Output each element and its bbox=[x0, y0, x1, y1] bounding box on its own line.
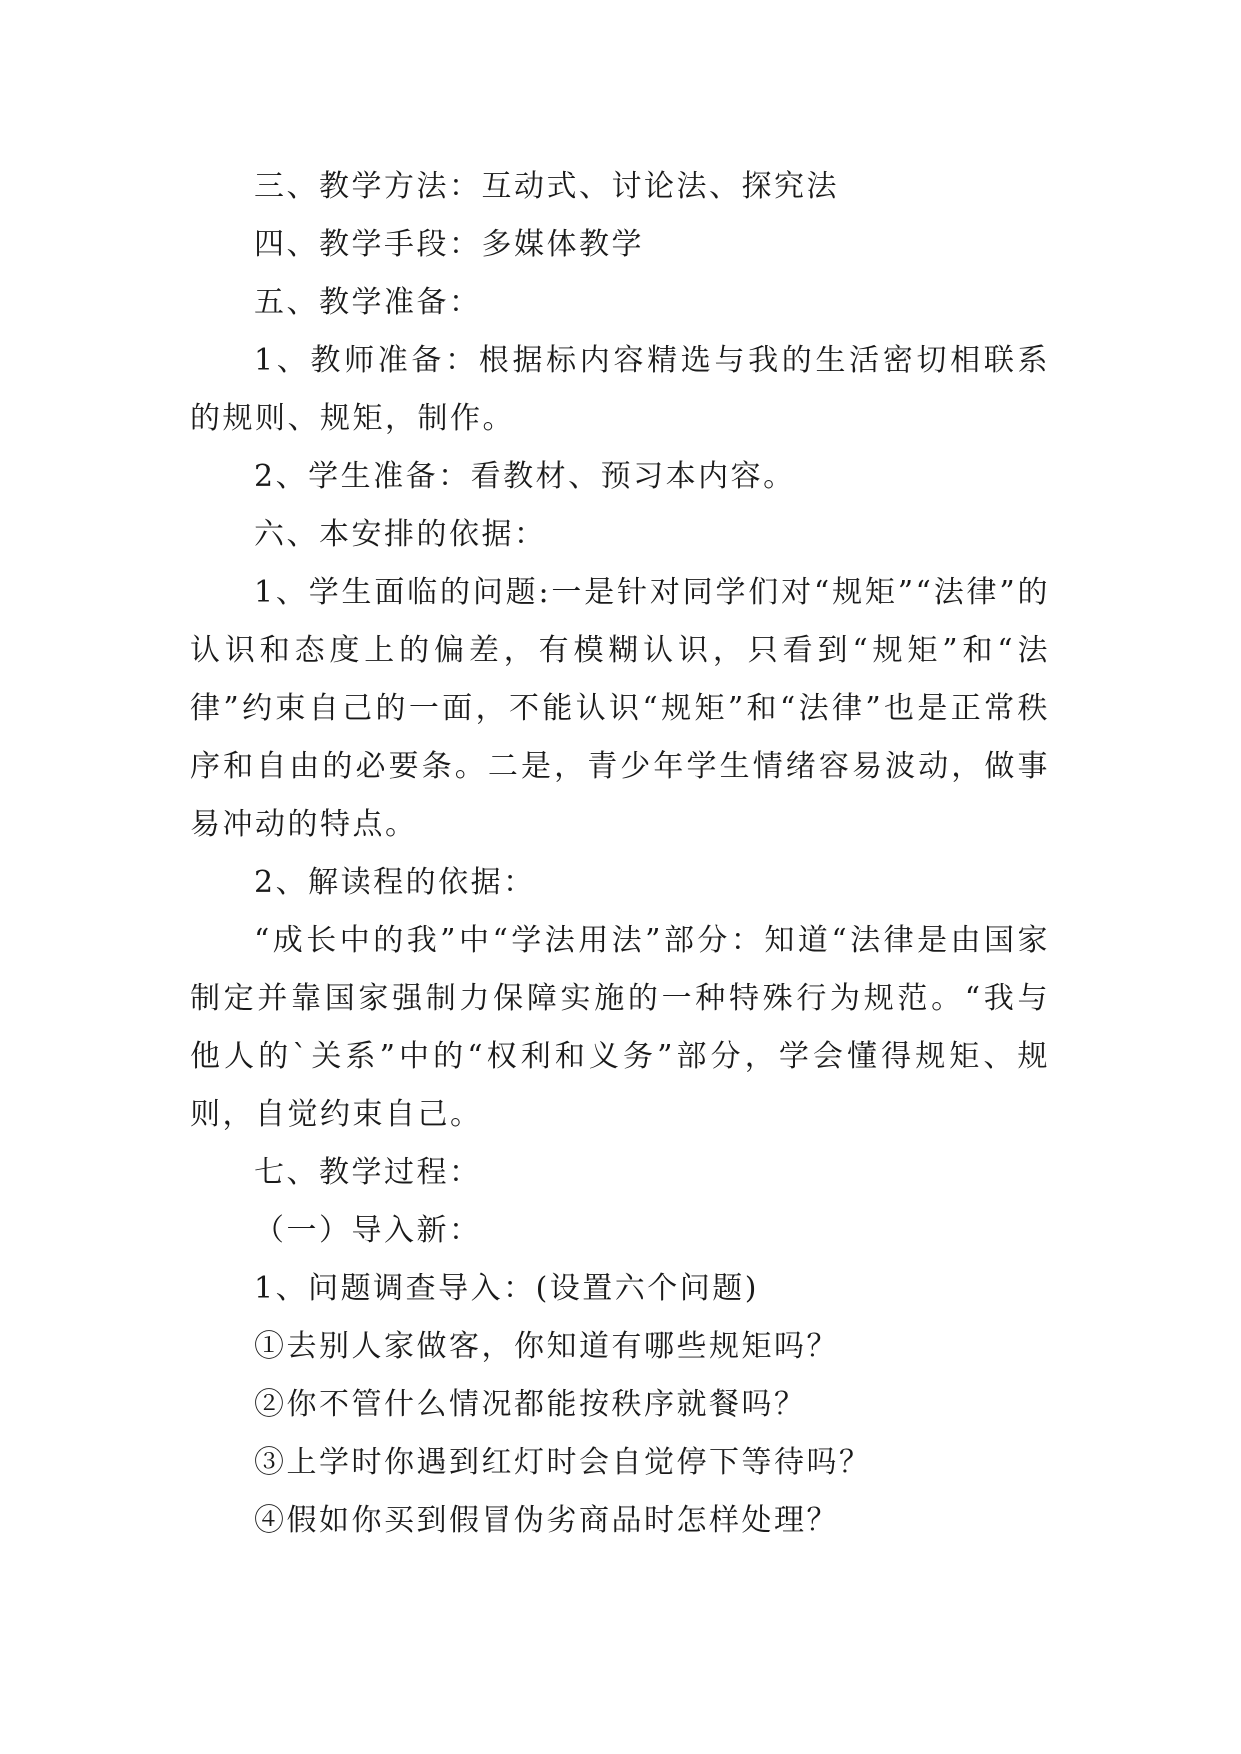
paragraph-teaching-methods: 三、教学方法：互动式、讨论法、探究法 bbox=[254, 169, 839, 204]
paragraph-introduction: （一）导入新： bbox=[254, 1213, 482, 1248]
paragraph-student-problems: 1、学生面临的问题:一是针对同学们对“规矩”“法律”的认识和态度上的偏差，有模糊认识，只看到“规矩”和“法律”约束自己的一面，不能认识“规矩”和“法律”也是正常秩序和自由的必要条。二是，青少年学生情绪容易波动，做事易冲动的特点。 bbox=[190, 575, 1050, 842]
paragraph-question-3: ③上学时你遇到红灯时会自觉停下等待吗？ bbox=[254, 1445, 872, 1480]
paragraph-survey-intro: 1、问题调查导入：(设置六个问题) bbox=[254, 1271, 759, 1306]
paragraph-curriculum-detail: “成长中的我”中“学法用法”部分：知道“法律是由国家制定并靠国家强制力保障实施的一种特殊行为规范。“我与他人的`关系”中的“权利和义务”部分，学会懂得规矩、规则，自觉约束自己。 bbox=[190, 923, 1050, 1132]
paragraph-question-4: ④假如你买到假冒伪劣商品时怎样处理？ bbox=[254, 1503, 839, 1538]
paragraph-student-preparation: 2、学生准备：看教材、预习本内容。 bbox=[254, 459, 796, 494]
paragraph-basis-heading: 六、本安排的依据： bbox=[254, 517, 547, 552]
document-body bbox=[190, 158, 1050, 1550]
paragraph-teacher-preparation: 1、教师准备：根据标内容精选与我的生活密切相联系的规则、规矩，制作。 bbox=[190, 343, 1050, 436]
paragraph-question-1: ①去别人家做客，你知道有哪些规矩吗？ bbox=[254, 1329, 839, 1364]
paragraph-teaching-means: 四、教学手段：多媒体教学 bbox=[254, 227, 644, 262]
paragraph-curriculum-basis: 2、解读程的依据： bbox=[254, 865, 536, 900]
paragraph-question-2: ②你不管什么情况都能按秩序就餐吗？ bbox=[254, 1387, 807, 1422]
paragraph-teaching-process: 七、教学过程： bbox=[254, 1155, 482, 1190]
paragraph-teaching-preparation: 五、教学准备： bbox=[254, 285, 482, 320]
